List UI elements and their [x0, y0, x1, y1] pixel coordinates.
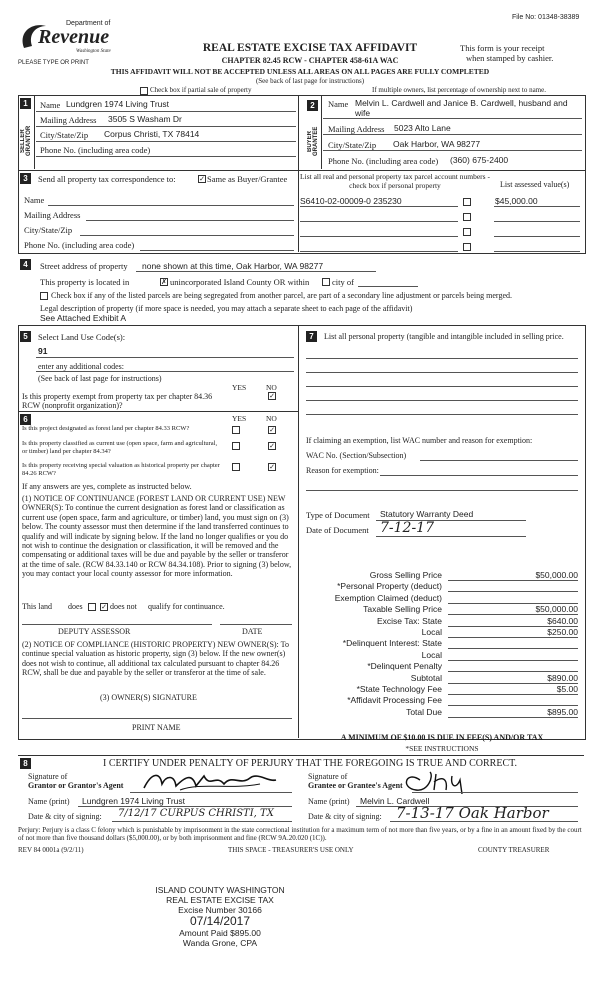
s5-yes-header: YES — [232, 383, 247, 392]
grantee-name-print-label: Name (print) — [308, 797, 350, 806]
tax-calculation-table — [300, 570, 582, 718]
segregated-label: Check box if any of the listed parcels are being segregated from another parcel, are part of a secondary line adjustment or parcels being merged. — [51, 291, 512, 300]
assessed-value[interactable]: $45,000.00 — [495, 196, 538, 206]
see-back-note: (See back of last page for instructions) — [255, 77, 365, 85]
legal-description[interactable]: See Attached Exhibit A — [40, 313, 127, 323]
partial-sale-label: Check box if partial sale of property — [150, 86, 252, 94]
tax-row-value[interactable]: $250.00 — [448, 627, 578, 638]
land-use-code[interactable]: 91 — [38, 346, 48, 356]
grantor-date-city-label: Date & city of signing: — [28, 812, 102, 821]
treasurer-stamp — [140, 885, 300, 948]
print-name-label: PRINT NAME — [132, 723, 181, 732]
same-as-buyer-label: Same as Buyer/Grantee — [207, 174, 288, 184]
corr-mail-label: Mailing Address — [24, 210, 81, 220]
form-revision: REV 84 0001a (9/2/11) — [18, 846, 84, 854]
buyer-mail[interactable]: 5023 Alto Lane — [394, 123, 451, 133]
county-treasurer-label: COUNTY TREASURER — [478, 846, 550, 854]
certify-statement: I CERTIFY UNDER PENALTY OF PERJURY THAT THE FOREGOING IS TRUE AND CORRECT. — [103, 758, 517, 769]
tax-row-value[interactable] — [448, 638, 578, 649]
section-3-number: 3 — [20, 173, 31, 184]
doc-date-label: Date of Document — [306, 525, 369, 535]
personal-property-checkbox-4[interactable] — [463, 243, 471, 251]
exemption-reason-label: Reason for exemption: — [306, 466, 379, 475]
same-as-buyer-checkbox[interactable]: ✓ — [199, 175, 205, 183]
section-4-number: 4 — [20, 259, 31, 270]
tax-row — [300, 684, 582, 695]
tax-row-label: Gross Selling Price — [369, 570, 442, 580]
stamp-line-1: ISLAND COUNTY WASHINGTON — [155, 885, 285, 895]
receipt-note-1: This form is your receipt — [460, 43, 545, 53]
seller-name-label: Name — [40, 100, 61, 110]
grantee-signature-label-2: Grantee or Grantee's Agent — [308, 781, 403, 790]
personal-property-label: List all personal property (tangible and intangible included in selling price. — [324, 332, 564, 341]
current-use-yes-checkbox[interactable] — [232, 442, 240, 450]
multiple-owners-note: If multiple owners, list percentage of ownership next to name. — [372, 86, 546, 94]
tax-row-label: Excise Tax: State — [376, 615, 442, 626]
doc-date[interactable]: 7-12-17 — [380, 520, 434, 536]
tax-row-value[interactable] — [448, 695, 578, 706]
seller-city-label: City/State/Zip — [40, 130, 89, 140]
please-type: PLEASE TYPE OR PRINT — [18, 60, 89, 66]
seller-phone-label: Phone No. (including area code) — [40, 145, 151, 155]
treasurer-space-label: THIS SPACE - TREASURER'S USE ONLY — [228, 846, 354, 854]
does-not-checkbox[interactable]: ✓ — [101, 603, 107, 611]
perjury-statement: Perjury: Perjury is a class C felony which is punishable by imprisonment in the state correctional institution for a maximum term of not more than five years, or by a fine in an amount fixed by the court of not more than five thousand dollars ($5,000.00), or by both imprisonment and fine (RCW 9A.20.020 (1C)). — [18, 826, 582, 843]
if-any-yes: If any answers are yes, complete as instructed below. — [22, 482, 192, 491]
tax-row — [300, 581, 582, 592]
forest-question: Is this project designated as forest land per chapter 84.33 RCW? — [22, 425, 190, 432]
s6-yes-header: YES — [232, 414, 247, 423]
receipt-note-2: when stamped by cashier. — [466, 53, 554, 63]
grantor-signature-label: Signature of — [28, 772, 68, 781]
assessed-header: List assessed value(s) — [500, 180, 570, 189]
logo-word: Revenue — [38, 26, 110, 48]
historical-question: Is this property receiving special valuation as historical property per chapter 84.26 RCW? — [22, 462, 220, 477]
seller-name[interactable]: Lundgren 1974 Living Trust — [66, 99, 170, 109]
historical-no-checkbox[interactable]: ✓ — [269, 463, 275, 471]
stamp-line-2: REAL ESTATE EXCISE TAX — [166, 895, 274, 905]
tax-row — [300, 673, 582, 684]
tax-row-label: Subtotal — [410, 672, 442, 683]
tax-row-value[interactable] — [448, 581, 578, 592]
stamp-line-4: 07/14/2017 — [189, 914, 251, 928]
tax-row-value[interactable]: $50,000.00 — [448, 570, 578, 581]
tax-row-label: Local — [421, 649, 442, 660]
s6-no-header: NO — [266, 414, 277, 423]
notice-compliance: (2) NOTICE OF COMPLIANCE (HISTORIC PROPERTY) NEW OWNER(S): To continue special valuation as historic property, sign (3) below. If the new owner(s) does not wish to continue, all additional tax calculated pursuant to chapter 84.26 RCW, shall be due and payable by the seller or transferor at the time of sale. — [22, 640, 289, 678]
corr-phone-label: Phone No. (including area code) — [24, 240, 135, 250]
property-street[interactable]: none shown at this time, Oak Harbor, WA 98277 — [142, 261, 324, 271]
seller-grantor-label: SELLER GRANTOR — [20, 125, 32, 157]
exempt-question: Is this property exempt from property tax per chapter 84.36 RCW (nonprofit organization)? — [22, 392, 213, 410]
tax-row — [300, 570, 582, 581]
section-2-number: 2 — [307, 100, 318, 111]
logo-dept: Department of — [66, 20, 111, 27]
tax-row-label: *State Technology Fee — [356, 683, 442, 694]
exempt-no-checkbox[interactable]: ✓ — [269, 392, 275, 400]
doc-type[interactable]: Statutory Warranty Deed — [380, 509, 474, 519]
grantee-signature-label: Signature of — [308, 772, 348, 781]
does-not-label: does not — [110, 602, 137, 611]
stamp-line-6: Wanda Grone, CPA — [182, 938, 258, 948]
stamp-line-5: Amount Paid $895.00 — [179, 928, 261, 938]
tax-row-label: *Affidavit Processing Fee — [347, 695, 442, 706]
section-1-number: 1 — [20, 98, 31, 109]
forest-no-checkbox[interactable]: ✓ — [269, 426, 275, 434]
wac-claim-label: If claiming an exemption, list WAC number and reason for exemption: — [306, 436, 533, 445]
city-of-label: city of — [332, 277, 354, 287]
form-title: REAL ESTATE EXCISE TAX AFFIDAVIT — [202, 42, 418, 54]
tax-row-value[interactable]: $890.00 — [448, 673, 578, 684]
buyer-phone[interactable]: (360) 675-2400 — [450, 155, 509, 165]
minimum-fee-note: A MINIMUM OF $10.00 IS DUE IN FEE(S) AND/OR TAX — [340, 733, 544, 742]
tax-row-label: Exemption Claimed (deduct) — [334, 592, 442, 603]
section-8-number: 8 — [20, 758, 31, 769]
tax-row — [300, 627, 582, 638]
tax-row — [300, 661, 582, 672]
doc-type-label: Type of Document — [306, 510, 370, 520]
tax-row-value[interactable]: $5.00 — [448, 684, 578, 695]
does-label: does — [68, 602, 83, 611]
historical-yes-checkbox[interactable] — [232, 463, 240, 471]
grantor-print-name[interactable]: Lundgren 1974 Living Trust — [82, 796, 186, 806]
grantor-date-city[interactable]: 7/12/17 CURPUS CHRISTI, TX — [118, 808, 274, 819]
tax-row-label: *Delinquent Penalty — [367, 661, 442, 672]
parcel-number[interactable]: S6410-02-00009-0 235230 — [300, 196, 402, 206]
personal-property-checkbox-3[interactable] — [463, 228, 471, 236]
land-use-instructions: (See back of last page for instructions) — [38, 374, 162, 383]
tax-row — [300, 707, 582, 718]
grantee-date-city[interactable]: 7-13-17 Oak Harbor — [396, 804, 549, 822]
stamp-line-3: Excise Number 30166 — [178, 905, 262, 915]
grantor-name-print-label: Name (print) — [28, 797, 70, 806]
assessor-date-label: DATE — [242, 627, 263, 636]
tax-row-value[interactable]: $640.00 — [448, 616, 578, 627]
qualify-label: qualify for continuance. — [148, 602, 225, 611]
department-of-revenue-logo — [18, 18, 128, 58]
tax-row-value[interactable] — [448, 593, 578, 604]
buyer-phone-label: Phone No. (including area code) — [328, 156, 439, 166]
legal-desc-label: Legal description of property (if more space is needed, you may attach a separate sheet to each page of the affidavit) — [40, 304, 413, 313]
buyer-grantee-label: BUYER GRANTEE — [307, 126, 319, 156]
tax-row — [300, 695, 582, 706]
tax-row — [300, 604, 582, 615]
current-use-no-checkbox[interactable]: ✓ — [269, 442, 275, 450]
partial-sale-checkbox[interactable] — [140, 87, 148, 95]
additional-codes-label: enter any additional codes: — [38, 362, 124, 371]
section-5-number: 5 — [20, 331, 31, 342]
does-checkbox[interactable] — [88, 603, 96, 611]
tax-row-label: Total Due — [406, 706, 442, 717]
tax-row-value[interactable]: $50,000.00 — [448, 604, 578, 615]
tax-row-value[interactable] — [448, 650, 578, 661]
send-correspondence-label: Send all property tax correspondence to: — [38, 174, 176, 184]
tax-row — [300, 593, 582, 604]
tax-row-value[interactable]: $895.00 — [448, 707, 578, 718]
city-of-checkbox[interactable] — [322, 278, 330, 286]
tax-row-label: Local — [421, 626, 442, 637]
seller-mail-label: Mailing Address — [40, 115, 97, 125]
section-7-number: 7 — [306, 331, 317, 342]
this-land-label: This land — [22, 602, 52, 611]
grantee-date-city-label: Date & city of signing: — [308, 812, 382, 821]
corr-city-label: City/State/Zip — [24, 225, 73, 235]
notice-continuance: (1) NOTICE OF CONTINUANCE (FOREST LAND OR CURRENT USE) NEW OWNER(S): To continue the current designation as forest land or classification as current use (open space, farm and agriculture, or timber) land, you must sign on (3) below. The county assessor must then determine if the land transferred continues to qualify and will indicate by signing below. If the land no longer qualifies or you do not wish to continue the designation or classification, it will be removed and the compensating or additional taxes will be due and payable by the seller or transferor at the time of sale. (RCW 84.33.140 or RCW 84.34.108). Prior to signing (3) below, you may contact your local county assessor for more information. — [22, 494, 292, 579]
grantee-print-name[interactable]: Melvin L. Cardwell — [360, 796, 430, 806]
deputy-assessor-label: DEPUTY ASSESSOR — [58, 627, 131, 636]
located-label: This property is located in — [40, 277, 130, 287]
unincorporated-checkbox[interactable]: ✗ — [161, 278, 167, 286]
personal-property-checkbox-1[interactable] — [463, 198, 471, 206]
tax-row-label: *Delinquent Interest: State — [342, 638, 442, 649]
tax-row-value[interactable] — [448, 661, 578, 672]
personal-property-checkbox-2[interactable] — [463, 213, 471, 221]
segregated-checkbox[interactable] — [40, 292, 48, 300]
tax-row — [300, 650, 582, 661]
buyer-city-label: City/State/Zip — [328, 140, 377, 150]
buyer-name[interactable]: Melvin L. Cardwell and Janice B. Cardwell, husband and — [355, 98, 568, 108]
form-subtitle: CHAPTER 82.45 RCW - CHAPTER 458-61A WAC — [221, 56, 399, 65]
seller-mail[interactable]: 3505 S Washam Dr — [108, 114, 182, 124]
grantor-signature-label-2: Grantor or Grantor's Agent — [28, 781, 124, 790]
grantee-signature[interactable] — [400, 766, 490, 794]
logo-state: Washington State — [76, 49, 111, 54]
tax-row-label: *Personal Property (deduct) — [337, 581, 442, 592]
section-6-number: 6 — [20, 414, 31, 425]
buyer-city[interactable]: Oak Harbor, WA 98277 — [393, 139, 481, 149]
land-use-label: Select Land Use Code(s): — [38, 332, 126, 342]
warning-text: THIS AFFIDAVIT WILL NOT BE ACCEPTED UNLESS ALL AREAS ON ALL PAGES ARE FULLY COMPLETED — [110, 67, 490, 76]
file-number: File No: 01348-38389 — [512, 14, 580, 21]
see-instructions-note: *SEE INSTRUCTIONS — [405, 744, 479, 753]
buyer-mail-label: Mailing Address — [328, 124, 385, 134]
unincorporated-label: unincorporated Island County OR within — [170, 277, 310, 287]
buyer-name-2[interactable]: wife — [355, 108, 371, 118]
forest-yes-checkbox[interactable] — [232, 426, 240, 434]
owner-signature-label: (3) OWNER(S) SIGNATURE — [100, 693, 197, 702]
tax-row — [300, 638, 582, 649]
grantor-signature[interactable] — [140, 768, 280, 794]
tax-row — [300, 616, 582, 627]
buyer-name-label: Name — [328, 99, 349, 109]
street-label: Street address of property — [40, 261, 128, 271]
wac-number-label: WAC No. (Section/Subsection) — [306, 451, 407, 460]
s5-no-header: NO — [266, 383, 277, 392]
seller-city[interactable]: Corpus Christi, TX 78414 — [104, 129, 200, 139]
corr-name-label: Name — [24, 195, 45, 205]
parcel-header: List all real and personal property tax parcel account numbers - check box if personal property — [300, 172, 490, 190]
current-use-question: Is this property classified as current use (open space, farm and agricultural, or timber) land per chapter 84.34? — [22, 440, 218, 455]
tax-row-label: Taxable Selling Price — [363, 604, 442, 615]
